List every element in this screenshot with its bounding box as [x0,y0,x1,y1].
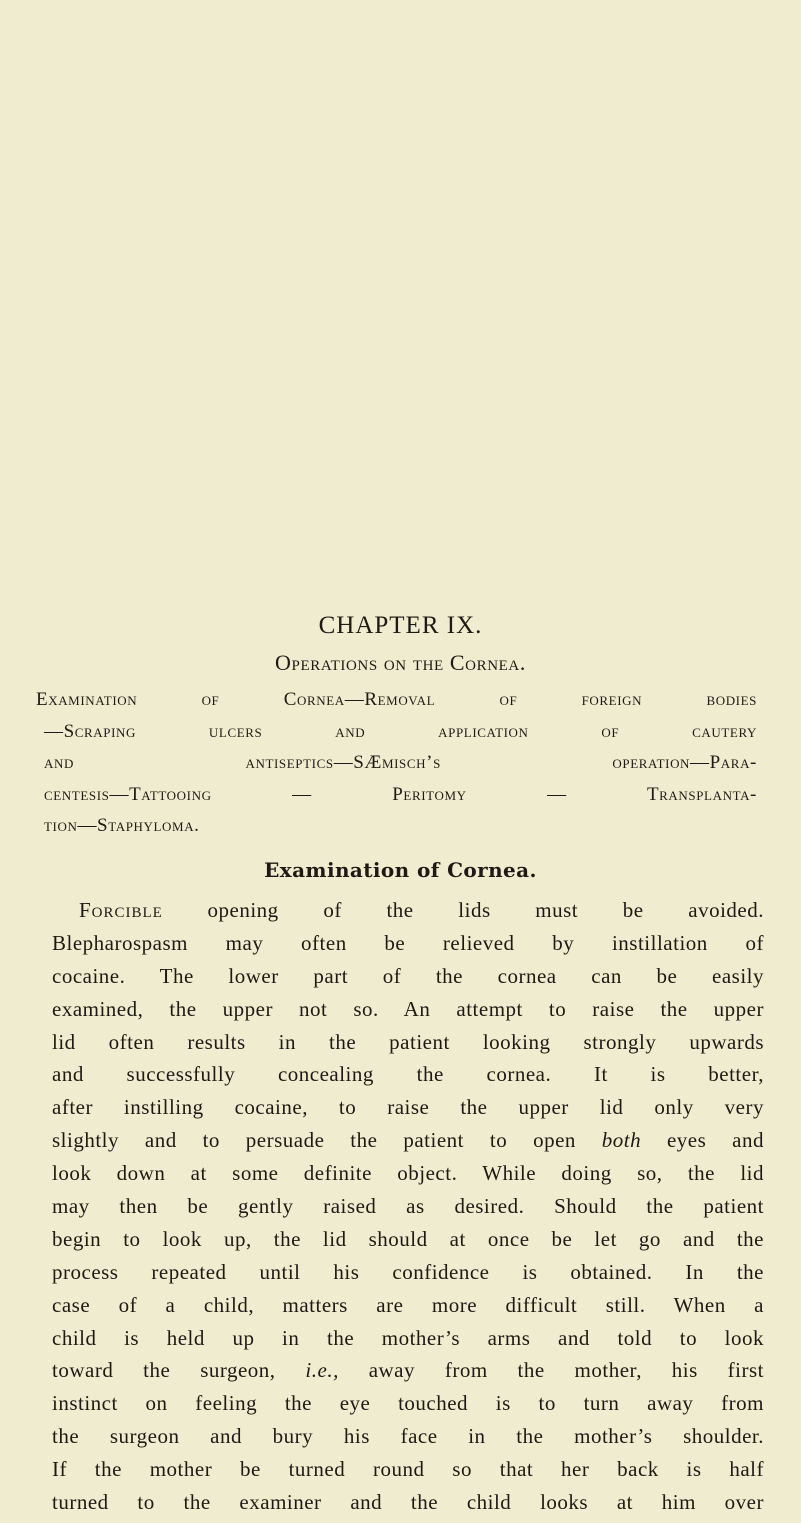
text-line: If the mother be turned round so that her back is half [52,1457,764,1482]
contents-line: tion—Staphyloma. [44,815,200,836]
text-segment: slightly and to persuade the patient to open [52,1128,602,1153]
text-line: case of a child, matters are more difficult still. When a [52,1292,764,1317]
text-line: after instilling cocaine, to raise the upper lid only very [52,1095,764,1120]
subheading: Examination of Cornea. [264,858,537,882]
text-segment: away from the mother, his first [338,1358,765,1383]
text-line: lid often results in the patient looking strongly upwards [52,1029,764,1054]
text-segment: opening of the lids must be avoided. [162,898,764,922]
text-segment: toward the surgeon, [52,1358,306,1383]
italic-word: both [601,1128,642,1153]
text-line: turned to the examiner and the child looks at him over [52,1490,764,1515]
text-line: the surgeon and bury his face in the mother’s shoulder. [52,1424,764,1449]
contents-line: and antiseptics—SÆmisch’s operation—Para- [44,752,757,773]
text-line [52,1128,764,1161]
contents-line: centesis—Tattooing — Peritomy — Transplanta- [44,784,757,805]
text-line: look down at some definite object. While doing so, the lid [52,1161,764,1186]
body-paragraph [52,898,764,1523]
text-line: child is held up in the mother’s arms and told to look [52,1325,764,1350]
text-line: instinct on feeling the eye touched is to turn away from [52,1391,764,1416]
contents-line: —Scraping ulcers and application of cautery [44,721,757,742]
chapter-title: CHAPTER IX. [318,612,483,639]
text-line: process repeated until his confidence is obtained. In the [52,1259,764,1284]
text-line: may then be gently raised as desired. Should the patient [52,1194,764,1219]
text-line [52,1358,764,1391]
section-title [0,650,801,676]
text-line: examined, the upper not so. An attempt to raise the upper [52,996,764,1021]
text-line: begin to look up, the lid should at once be let go and the [52,1226,764,1251]
text-line [52,898,764,931]
lead-word: Forcible [79,898,163,922]
italic-word: i.e., [305,1358,339,1383]
text-segment: eyes and [641,1128,764,1153]
text-line: Blepharospasm may often be relieved by instillation of [52,930,764,955]
contents-line: Examination of Cornea—Removal of foreign bodies [36,689,757,710]
text-line: and successfully concealing the cornea. It is better, [52,1062,764,1087]
section-title-text: Operations on the Cornea. [275,650,526,675]
text-line: cocaine. The lower part of the cornea can be easily [52,963,764,988]
